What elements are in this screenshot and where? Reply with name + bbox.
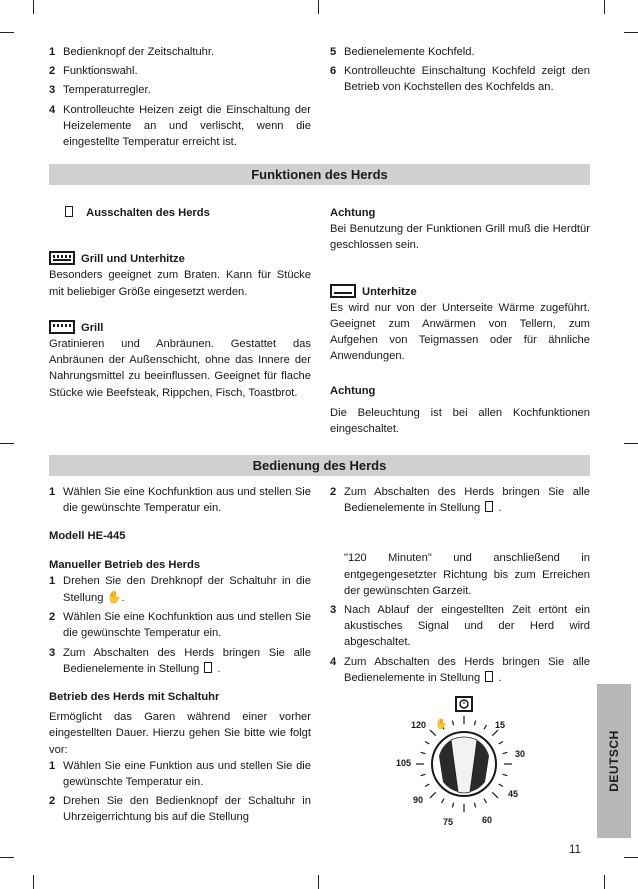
step-item: 1 Drehen Sie den Drehknopf der Schaltuhr in die Stellung ✋.: [49, 574, 311, 605]
dial-tick: [474, 803, 475, 808]
step-item: 2 Drehen Sie den Bedienknopf der Schaltuhr in Uhrzeigerrichtung bis auf die Stellung: [49, 795, 311, 824]
dial-knob: [432, 732, 496, 796]
legend-item: 5 Bedienelemente Kochfeld.: [330, 46, 475, 58]
page-number: 11: [569, 844, 581, 856]
dial-label: 75: [443, 817, 454, 827]
dial-tick: [442, 799, 445, 803]
function-grill-title: Grill: [49, 320, 311, 336]
achtung-title: Achtung: [330, 384, 376, 397]
function-grill-unter-title: Grill und Unterhitze: [49, 251, 311, 267]
function-unter-text: Es wird nur von der Unterseite Wärme zugeführt. Geeignet zum Anwärmen von Tellern, zum Aufgehen von Teigmassen oder für ähnliche Anwendungen.: [330, 301, 590, 363]
legend-item: 1 Bedienknopf der Zeitschaltuhr.: [49, 46, 215, 58]
off-position-icon: [485, 671, 493, 682]
dial-tick: [452, 721, 453, 726]
grill-bottom-heat-icon: [49, 251, 75, 265]
crop-mark: [0, 443, 14, 444]
achtung-text: Bei Benutzung der Funktionen Grill muß die Herdtür geschlossen sein.: [330, 223, 590, 252]
crop-mark: [624, 32, 638, 33]
dial-tick: [430, 792, 436, 798]
language-tab: [597, 684, 631, 838]
off-position-icon: [65, 206, 73, 217]
legend-right: [330, 44, 590, 96]
dial-tick: [499, 742, 503, 745]
timer-intro: Ermöglicht das Garen während einer vorher eingestellten Dauer. Hierzu gehen Sie bitte wie folgt vor:: [49, 711, 311, 756]
dial-tick: [503, 774, 508, 775]
bottom-heat-icon: [330, 284, 356, 298]
legend-item: 6 Kontrolleuchte Einschaltung Kochfeld zeigt den Betrieb von Kochstellen des Kochfelds an.: [330, 65, 590, 94]
step-item: 1 Wählen Sie eine Funktion aus und stellen Sie die gewünschte Temperatur ein.: [49, 759, 311, 789]
operation-right: [330, 484, 590, 686]
dial-tick: [421, 752, 426, 753]
achtung-text: Die Beleuchtung ist bei allen Kochfunktionen eingeschaltet.: [330, 406, 590, 436]
dial-tick: [425, 784, 429, 787]
function-grill-text: Gratinieren und Anbräunen. Gestattet das Anbräunen der Außenschicht, ohne das Innere der Nahrungsmittel zu beeinflussen. Geeignet für flache Stücke wie Beefsteak, Rippchen, Fisch, Toastbrot.: [49, 338, 311, 399]
dial-tick: [452, 803, 453, 808]
dial-label: 120: [411, 720, 427, 730]
off-position-icon: [485, 501, 493, 512]
step-item: 1 Wählen Sie eine Kochfunktion aus und stellen Sie die gewünschte Temperatur ein.: [49, 486, 311, 515]
crop-mark: [0, 857, 14, 858]
step-item: 4 Zum Abschalten des Herds bringen Sie alle Bedienelemente in Stellung .: [330, 655, 590, 684]
dial-label: 15: [495, 720, 506, 730]
legend-item: 2 Funktionswahl.: [49, 65, 138, 78]
crop-mark: [33, 875, 34, 889]
crop-mark: [624, 443, 638, 444]
step-item: 2 Wählen Sie eine Kochfunktion aus und stellen Sie die gewünschte Temperatur ein.: [49, 611, 311, 640]
dial-label: 30: [515, 749, 526, 759]
crop-mark: [318, 0, 319, 14]
timer-dial-figure: [387, 694, 547, 829]
dial-label: 60: [482, 815, 493, 825]
crop-mark: [33, 0, 34, 14]
operation-left: [49, 484, 311, 826]
functions-right: [330, 205, 590, 437]
legend-item: 3 Temperaturregler.: [49, 84, 151, 97]
dial-tick: [484, 799, 487, 803]
dial-tick: [484, 725, 487, 729]
dial-tick: [503, 752, 508, 753]
grill-icon: [49, 320, 75, 334]
function-grill-unter-text: Besonders geeignet zum Braten. Kann für Stücke mit beliebiger Größe eingesetzt werden.: [49, 269, 311, 298]
dial-label: 90: [413, 795, 424, 805]
section-banner-functions: Funktionen des Herds: [49, 164, 590, 185]
dial-tick: [474, 721, 475, 726]
crop-mark: [604, 875, 605, 889]
step-item: 3 Zum Abschalten des Herds bringen Sie alle Bedienelemente in Stellung .: [49, 646, 311, 675]
function-off-title: Ausschalten des Herds: [49, 205, 311, 221]
hand-icon: ✋: [106, 590, 122, 605]
dial-tick: [430, 730, 436, 736]
legend-item: 4 Kontrolleuchte Heizen zeigt die Einschaltung der Heizelemente an und verlischt, wenn die eingestellte Temperatur erreicht ist.: [49, 103, 311, 149]
off-position-icon: [204, 662, 212, 673]
model-label: Modell HE-445: [49, 530, 126, 543]
function-unter-title: Unterhitze: [330, 284, 590, 300]
crop-mark: [0, 32, 14, 33]
dial-tick: [492, 792, 498, 798]
dial-label: 45: [508, 789, 519, 799]
section-banner-operation: Bedienung des Herds: [49, 455, 590, 476]
dial-tick: [425, 742, 429, 745]
timer-title: Betrieb des Herds mit Schaltuhr: [49, 691, 220, 704]
crop-mark: [624, 857, 638, 858]
step-item: 3 Nach Ablauf der eingestellten Zeit ertönt ein akustisches Signal und der Herd wird abgeschaltet.: [330, 604, 590, 649]
legend-left: [49, 44, 311, 150]
dial-tick: [492, 730, 498, 736]
dial-label: 105: [396, 758, 412, 768]
crop-mark: [318, 875, 319, 889]
achtung-title: Achtung: [330, 207, 376, 219]
manual-title: Manueller Betrieb des Herds: [49, 558, 201, 571]
hand-icon: ✋: [435, 719, 448, 730]
crop-mark: [604, 0, 605, 14]
step-continuation: "120 Minuten" und anschließend in entgegengesetzter Richtung bis zum Erreichen der gewünschten Garzeit.: [344, 552, 590, 597]
dial-tick: [421, 774, 426, 775]
step-item: 2 Zum Abschalten des Herds bringen Sie alle Bedienelemente in Stellung .: [330, 486, 590, 515]
language-tab-label: DEUTSCH: [607, 730, 621, 792]
clock-icon: [456, 697, 472, 711]
functions-left: [49, 205, 311, 401]
dial-tick: [499, 784, 503, 787]
